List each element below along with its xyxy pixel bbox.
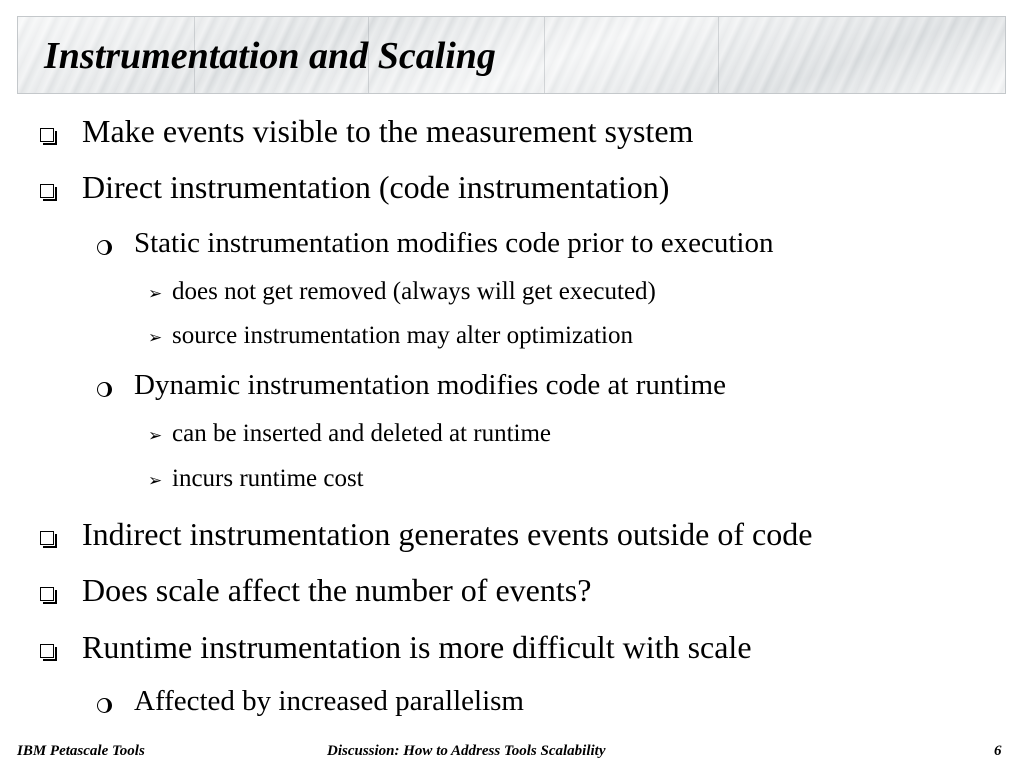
box-bullet-icon <box>40 644 54 658</box>
bullet-text: can be inserted and deleted at runtime <box>172 420 552 447</box>
page-number: 6 <box>994 743 1002 759</box>
open-circle-bullet-icon <box>97 382 112 397</box>
arrow-bullet-icon: ➢ <box>148 426 163 446</box>
slide-title: Instrumentation and Scaling <box>44 35 496 77</box>
bullet-text: Direct instrumentation (code instrumentation) <box>82 169 670 205</box>
box-bullet-icon <box>40 184 54 198</box>
open-circle-bullet-icon <box>97 240 112 255</box>
bullet-text: incurs runtime cost <box>172 465 364 492</box>
title-bar <box>17 16 1006 94</box>
bullet-text: Make events visible to the measurement system <box>82 113 694 149</box>
footer-center: Discussion: How to Address Tools Scalability <box>327 743 606 759</box>
open-circle-bullet-icon <box>97 698 112 713</box>
bullet-text: Indirect instrumentation generates events outside of code <box>82 516 813 552</box>
box-bullet-icon <box>40 128 54 142</box>
bullet-text: does not get removed (always will get executed) <box>172 278 656 305</box>
box-bullet-icon <box>40 587 54 601</box>
title-bar-seam <box>544 17 545 93</box>
title-bar-seam <box>718 17 719 93</box>
bullet-text: Does scale affect the number of events? <box>82 572 592 608</box>
bullet-text: Runtime instrumentation is more difficult with scale <box>82 629 752 665</box>
bullet-text: source instrumentation may alter optimization <box>172 322 633 349</box>
footer-left: IBM Petascale Tools <box>17 743 145 759</box>
arrow-bullet-icon: ➢ <box>148 328 163 348</box>
arrow-bullet-icon: ➢ <box>148 284 163 304</box>
bullet-text: Affected by increased parallelism <box>134 685 524 717</box>
bullet-text: Dynamic instrumentation modifies code at runtime <box>134 369 726 401</box>
arrow-bullet-icon: ➢ <box>148 471 163 491</box>
bullet-text: Static instrumentation modifies code prior to execution <box>134 227 774 259</box>
box-bullet-icon <box>40 531 54 545</box>
